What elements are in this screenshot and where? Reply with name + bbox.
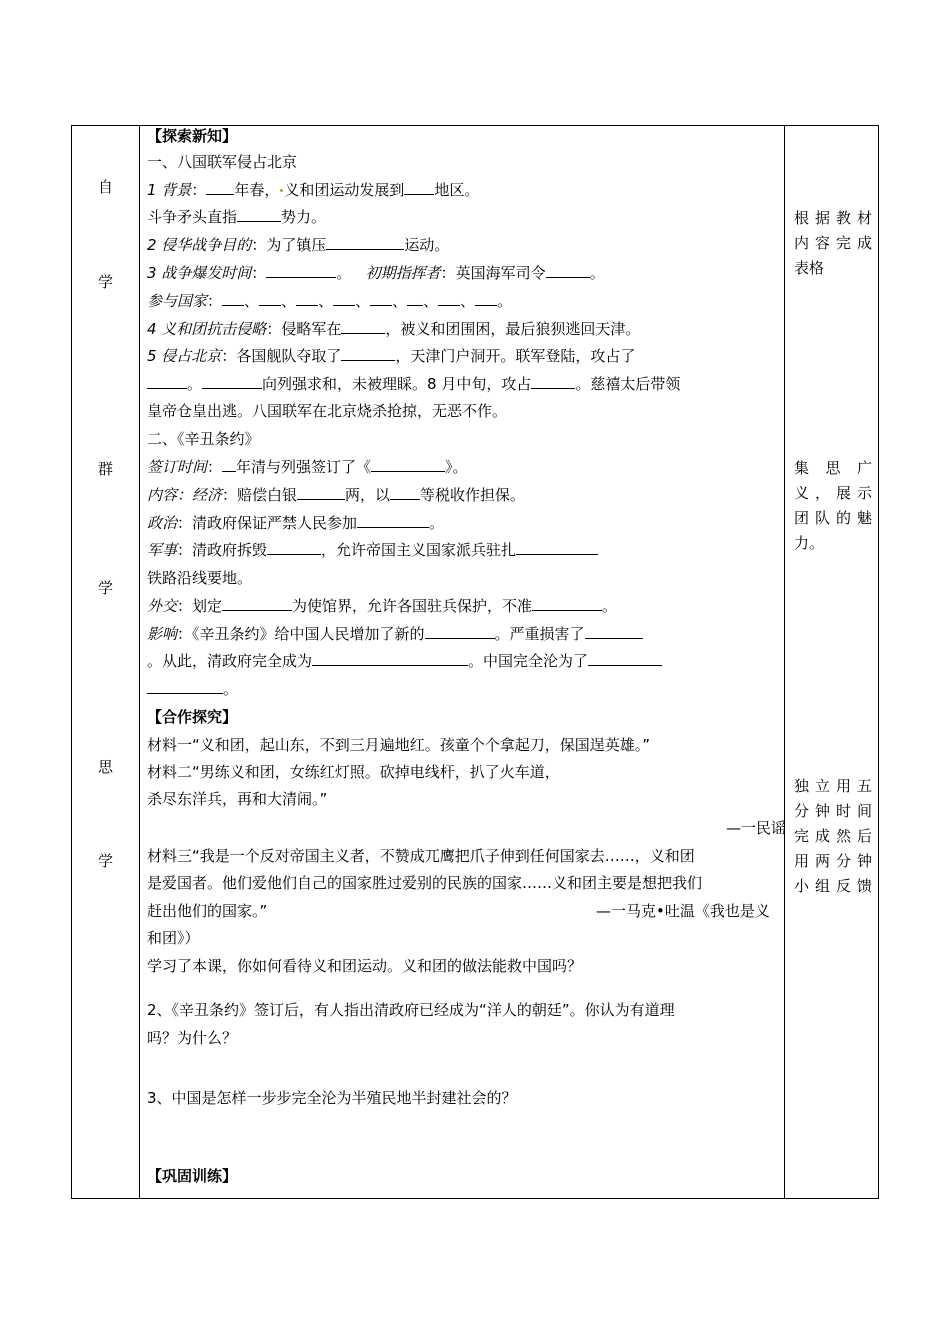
fill-blank[interactable] — [333, 291, 355, 306]
note-1: 根据教材 内容完成 表格 — [794, 209, 872, 277]
left-label: 学 — [97, 273, 113, 291]
fill-blank[interactable] — [147, 374, 187, 389]
column-divider-right — [784, 126, 785, 1198]
fill-blank[interactable] — [312, 651, 468, 666]
material-1: 材料一“义和团，起山东，不到三月遍地红。孩童个个拿起刀，保国逞英雄。” — [147, 736, 651, 754]
left-label: 学 — [97, 579, 113, 597]
s2-impact-line: 影响：《辛丑条约》给中国人民增加了新的 。严重损害了 — [147, 624, 643, 644]
fill-blank[interactable] — [370, 291, 392, 306]
material-2-source: —一民谣 — [726, 819, 787, 837]
fill-blank[interactable] — [147, 679, 223, 694]
question-1: 学习了本课，你如何看待义和团运动。义和团的做法能救中国吗？ — [147, 957, 583, 975]
fill-blank[interactable] — [237, 207, 281, 222]
fill-blank[interactable] — [222, 291, 244, 306]
fill-blank[interactable] — [425, 624, 495, 639]
fill-blank[interactable] — [585, 624, 643, 639]
material-3-c: 赶出他们的国家。” — [147, 902, 268, 920]
s2-military-line: 军事：清政府拆毁 ，允许帝国主义国家派兵驻扎 — [147, 540, 598, 560]
s2-military-line-2: 铁路沿线要地。 — [147, 569, 253, 587]
fill-blank[interactable] — [404, 180, 434, 195]
fill-blank[interactable] — [516, 540, 598, 555]
s1-resist-line: 4 义和团抗击侵略：侵略军在 ，被义和团围困，最后狼狈逃回天津。 — [147, 320, 641, 338]
coop-title: 【合作探究】 — [147, 708, 238, 726]
fill-blank[interactable] — [475, 291, 497, 306]
section-2-title: 二、《辛丑条约》 — [147, 430, 260, 448]
fill-blank[interactable] — [588, 651, 662, 666]
material-2-b: 杀尽东洋兵，再和大清闹。” — [147, 790, 328, 808]
s1-time-line: 3 战争爆发时间： 。 初期指挥者：英国海军司令 。 — [147, 264, 605, 282]
material-3-source: —一马克•吐温《我也是义 — [596, 902, 770, 920]
fill-blank[interactable] — [202, 374, 262, 389]
s1-occupy-line: 5 侵占北京：各国舰队夺取了 ，天津门户洞开。联军登陆，攻占了 — [147, 347, 636, 365]
fill-blank[interactable] — [222, 596, 292, 611]
material-3-a: 材料三“我是一个反对帝国主义者，不赞成兀鹰把爪子伸到任何国家去……，义和团 — [147, 847, 695, 865]
question-3: 3、中国是怎样一步步完全沦为半殖民地半封建社会的？ — [147, 1089, 517, 1107]
s1-occupy-line-3: 皇帝仓皇出逃。八国联军在北京烧杀抢掠，无恶不作。 — [147, 402, 508, 420]
left-label: 学 — [97, 852, 113, 870]
explore-title: 【探索新知】 — [147, 127, 238, 145]
s1-target-line: 斗争矛头直指 势力。 — [147, 208, 327, 226]
s1-purpose-line: 2 侵华战争目的：为了镇压 运动。 — [147, 236, 450, 254]
left-label: 群 — [97, 460, 113, 478]
fill-blank[interactable] — [390, 485, 420, 500]
fill-blank[interactable] — [297, 485, 345, 500]
material-3-b: 是爱国者。他们爱他们自己的国家胜过爱别的民族的国家……义和团主要是想把我们 — [147, 874, 703, 892]
fill-blank[interactable] — [267, 540, 321, 555]
fill-blank[interactable] — [326, 235, 404, 250]
s2-politics-line: 政治：清政府保证严禁人民参加 。 — [147, 514, 445, 532]
note-3: 独立用五 分钟时间 完成然后 用两分钟 小组反馈 — [794, 777, 872, 895]
worksheet-table — [71, 125, 879, 1199]
fill-blank[interactable] — [222, 457, 236, 472]
fill-blank[interactable] — [341, 319, 385, 334]
material-3-source-2: 和团》） — [147, 929, 200, 947]
left-column — [72, 126, 139, 1198]
s2-economy-line: 内容：经济：赔偿白银 两，以 等税收作担保。 — [147, 486, 526, 504]
material-2-a: 材料二“男练义和团，女练红灯照。砍掉电线杆，扒了火车道， — [147, 763, 560, 781]
s1-label: 1 背景 — [147, 181, 192, 199]
section-1-title: 一、八国联军侵占北京 — [147, 153, 298, 171]
fill-blank[interactable] — [531, 374, 575, 389]
question-2-a: 2、《辛丑条约》签订后，有人指出清政府已经成为“洋人的朝廷”。你认为有道理 — [147, 1001, 675, 1019]
s1-occupy-line-2: 。 向列强求和，未被理睬。8 月中旬，攻占 。慈禧太后带领 — [147, 374, 680, 394]
left-label: 自 — [97, 178, 113, 196]
fill-blank[interactable] — [341, 346, 395, 361]
s1-countries-line: 参与国家： 、 、 、 、 、 、 、 。 — [147, 292, 513, 310]
s2-impact-line-3: 。 — [147, 679, 238, 699]
s1-background-line: 1 背景： 年春， 义和团运动发展到 地区。 — [147, 181, 480, 199]
question-2-b: 吗？为什么？ — [147, 1029, 238, 1047]
fill-blank[interactable] — [438, 291, 460, 306]
fill-blank[interactable] — [357, 513, 429, 528]
mark-dot — [280, 189, 283, 192]
s2-impact-line-2: 。从此，清政府完全成为 。中国完全沦为了 — [147, 651, 662, 671]
s2-diplomacy-line: 外交：划定 为使馆界，允许各国驻兵保护，不准 。 — [147, 597, 618, 615]
fill-blank[interactable] — [266, 263, 336, 278]
fill-blank[interactable] — [296, 291, 318, 306]
fill-blank[interactable] — [371, 457, 445, 472]
left-label: 思 — [97, 758, 113, 776]
fill-blank[interactable] — [546, 263, 590, 278]
s2-date-line: 签订时间： 年清与列强签订了《 》。 — [147, 458, 468, 476]
fill-blank[interactable] — [206, 180, 234, 195]
note-2: 集思广 义，展示 团队的魅 力。 — [794, 459, 872, 552]
fill-blank[interactable] — [259, 291, 281, 306]
fill-blank[interactable] — [407, 291, 423, 306]
column-divider-left — [139, 126, 140, 1198]
practice-title: 【巩固训练】 — [147, 1167, 238, 1185]
fill-blank[interactable] — [532, 596, 602, 611]
